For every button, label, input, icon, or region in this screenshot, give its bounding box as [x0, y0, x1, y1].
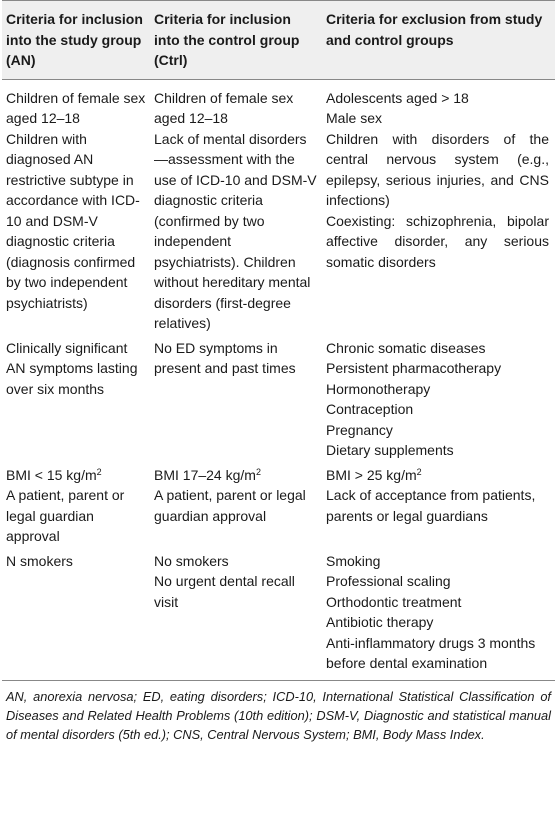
- cell-line: Pregnancy: [326, 421, 393, 438]
- cell-line: Smoking: [326, 552, 381, 569]
- table-footnote: AN, anorexia nervosa; ED, eating disorders; ICD-10, International Statistical Classification of Diseases and Related Health Problems (10th edition); DSM-V, Diagnostic and statistical manual of mental disorders (5th ed.); CNS, Central Nervous System; BMI, Body Mass Index.: [6, 688, 551, 742]
- cell-line: A patient, parent or legal guardian approval: [154, 487, 306, 524]
- cell-line: Coexisting: schizophrenia, bipolar affective disorder, any serious somatic disorders: [326, 212, 549, 270]
- cell-line: Children with disorders of the central nervous system (e.g., epilepsy, serious injuries, and CNS infections): [326, 130, 549, 208]
- cell-study: [2, 338, 154, 465]
- cell-line: Children with diagnosed AN restrictive subtype in accordance with ICD-10 and DSM-V diagnostic criteria (diagnosis confirmed by two independent psychiatrists): [6, 130, 140, 311]
- cell-line: Children of female sex aged 12–18: [154, 89, 294, 126]
- cell-line: Male sex: [326, 110, 383, 126]
- cell-line: Lack of acceptance from patients, parents or legal guardians: [326, 487, 536, 524]
- cell-exclusion: [326, 465, 555, 551]
- cell-line: No smokers: [154, 552, 229, 569]
- cell-line: Chronic somatic diseases: [326, 339, 486, 356]
- bmi-criterion: BMI > 25 $kg/m^2$: [326, 466, 422, 483]
- header-study-group: Criteria for inclusion into the study group (AN): [2, 1, 154, 80]
- cell-control: [154, 465, 326, 551]
- bmi-criterion: BMI 17–24 $kg/m^2$: [154, 466, 261, 483]
- cell-line: Children of female sex aged 12–18: [6, 89, 146, 126]
- header-exclusion: Criteria for exclusion from study and control groups: [326, 1, 555, 80]
- cell-line: Clinically significant AN symptoms lasting over six months: [6, 339, 138, 397]
- table-row: [2, 465, 555, 551]
- criteria-table: [2, 0, 555, 681]
- cell-study: [2, 79, 154, 338]
- table-header: [2, 1, 555, 80]
- cell-line: Professional scaling: [326, 573, 451, 589]
- table-row: [2, 551, 555, 681]
- cell-line: Hormonotherapy: [326, 380, 431, 397]
- cell-exclusion: [326, 551, 555, 681]
- cell-line: No ED symptoms in present and past times: [154, 339, 296, 376]
- cell-control: [154, 79, 326, 338]
- cell-exclusion: [326, 79, 555, 338]
- table-body: [2, 79, 555, 680]
- cell-line: Dietary supplements: [326, 442, 454, 458]
- cell-line: A patient, parent or legal guardian approval: [6, 487, 125, 544]
- cell-exclusion: [326, 338, 555, 465]
- cell-line: Orthodontic treatment: [326, 593, 462, 610]
- header-control-group: Criteria for inclusion into the control group (Ctrl): [154, 1, 326, 80]
- cell-control: [154, 338, 326, 465]
- cell-line: Lack of mental disorders—assessment with the use of ICD-10 and DSM-V diagnostic criteria (confirmed by two independent psychiatrists). Children without hereditary mental disorders (first-degree relatives): [154, 130, 317, 331]
- cell-line: Anti-inflammatory drugs 3 months before dental examination: [326, 634, 536, 671]
- cell-line: N smokers: [6, 552, 73, 569]
- bmi-criterion: BMI < 15 $kg/m^2$: [6, 466, 102, 483]
- table-row: [2, 338, 555, 465]
- cell-control: [154, 551, 326, 681]
- cell-line: Adolescents aged > 18: [326, 89, 469, 106]
- cell-study: [2, 551, 154, 681]
- cell-line: Persistent pharmacotherapy: [326, 360, 502, 376]
- cell-line: Contraception: [326, 401, 414, 417]
- cell-study: [2, 465, 154, 551]
- cell-line: No urgent dental recall visit: [154, 573, 295, 610]
- header-row: [2, 1, 555, 80]
- cell-line: Antibiotic therapy: [326, 614, 434, 630]
- table-row: [2, 79, 555, 338]
